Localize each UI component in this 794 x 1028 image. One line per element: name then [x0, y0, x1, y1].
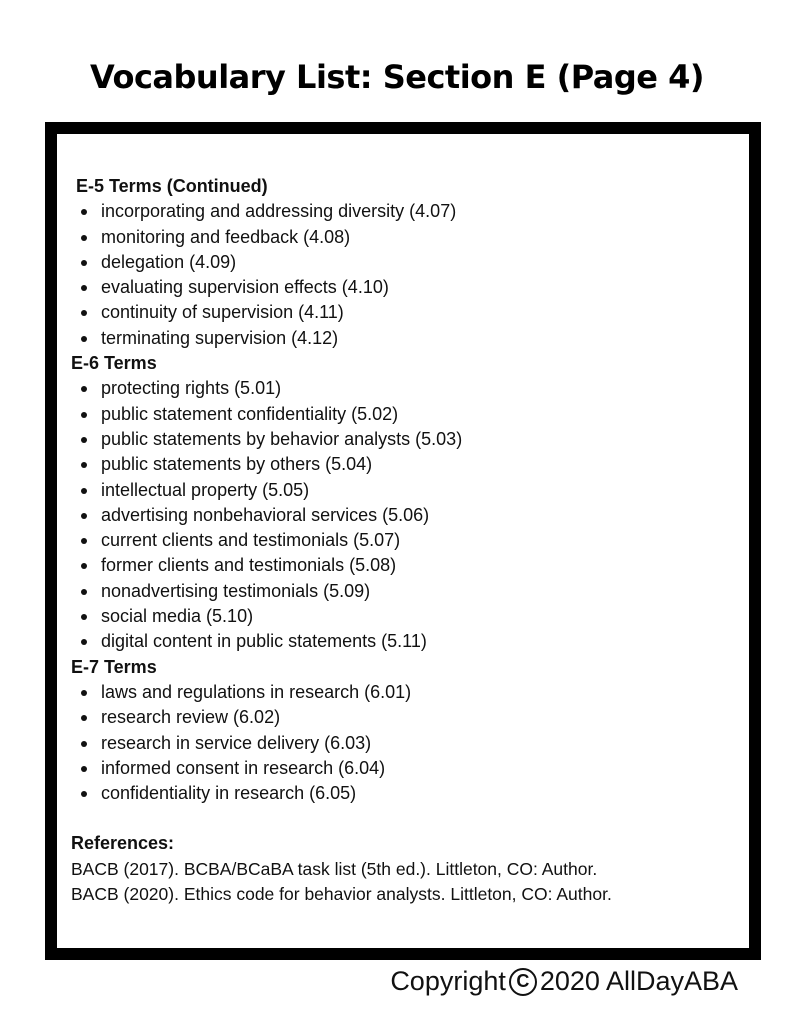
- reference-line: BACB (2020). Ethics code for behavior analysts. Littleton, CO: Author.: [71, 884, 612, 905]
- list-item: current clients and testimonials (5.07): [71, 528, 731, 553]
- list-item: terminating supervision (4.12): [71, 326, 731, 351]
- list-item: intellectual property (5.05): [71, 478, 731, 503]
- list-item: public statements by behavior analysts (5.03): [71, 427, 731, 452]
- list-item: digital content in public statements (5.11): [71, 629, 731, 654]
- list-item: laws and regulations in research (6.01): [71, 680, 731, 705]
- vocabulary-content: [71, 174, 731, 907]
- copyright-icon: C: [509, 968, 537, 996]
- references: [71, 831, 731, 907]
- list-item: incorporating and addressing diversity (4.07): [71, 199, 731, 224]
- copyright-owner: 2020 AllDayABA: [539, 966, 738, 996]
- list-item: advertising nonbehavioral services (5.06): [71, 503, 731, 528]
- list-item: delegation (4.09): [71, 250, 731, 275]
- list-item: social media (5.10): [71, 604, 731, 629]
- term-list-e5: [71, 199, 731, 351]
- list-item: monitoring and feedback (4.08): [71, 225, 731, 250]
- list-item: former clients and testimonials (5.08): [71, 553, 731, 578]
- copyright-footer: [390, 966, 738, 997]
- list-item: public statement confidentiality (5.02): [71, 402, 731, 427]
- list-item: research review (6.02): [71, 705, 731, 730]
- list-item: confidentiality in research (6.05): [71, 781, 731, 806]
- references-heading: References:: [71, 833, 175, 854]
- list-item: evaluating supervision effects (4.10): [71, 275, 731, 300]
- section-heading-e6: E-6 Terms: [71, 353, 157, 374]
- list-item: protecting rights (5.01): [71, 376, 731, 401]
- term-list-e7: [71, 680, 731, 806]
- term-list-e6: [71, 376, 731, 654]
- list-item: public statements by others (5.04): [71, 452, 731, 477]
- section-heading-e7: E-7 Terms: [71, 656, 157, 677]
- list-item: continuity of supervision (4.11): [71, 300, 731, 325]
- section-heading-e5: E-5 Terms (Continued): [76, 176, 268, 196]
- page-title: Vocabulary List: Section E (Page 4): [89, 58, 705, 96]
- copyright-word: Copyright: [390, 966, 506, 996]
- reference-line: BACB (2017). BCBA/BCaBA task list (5th ed.). Littleton, CO: Author.: [71, 858, 598, 879]
- list-item: nonadvertising testimonials (5.09): [71, 579, 731, 604]
- list-item: informed consent in research (6.04): [71, 756, 731, 781]
- vocabulary-box: [45, 122, 761, 960]
- list-item: research in service delivery (6.03): [71, 731, 731, 756]
